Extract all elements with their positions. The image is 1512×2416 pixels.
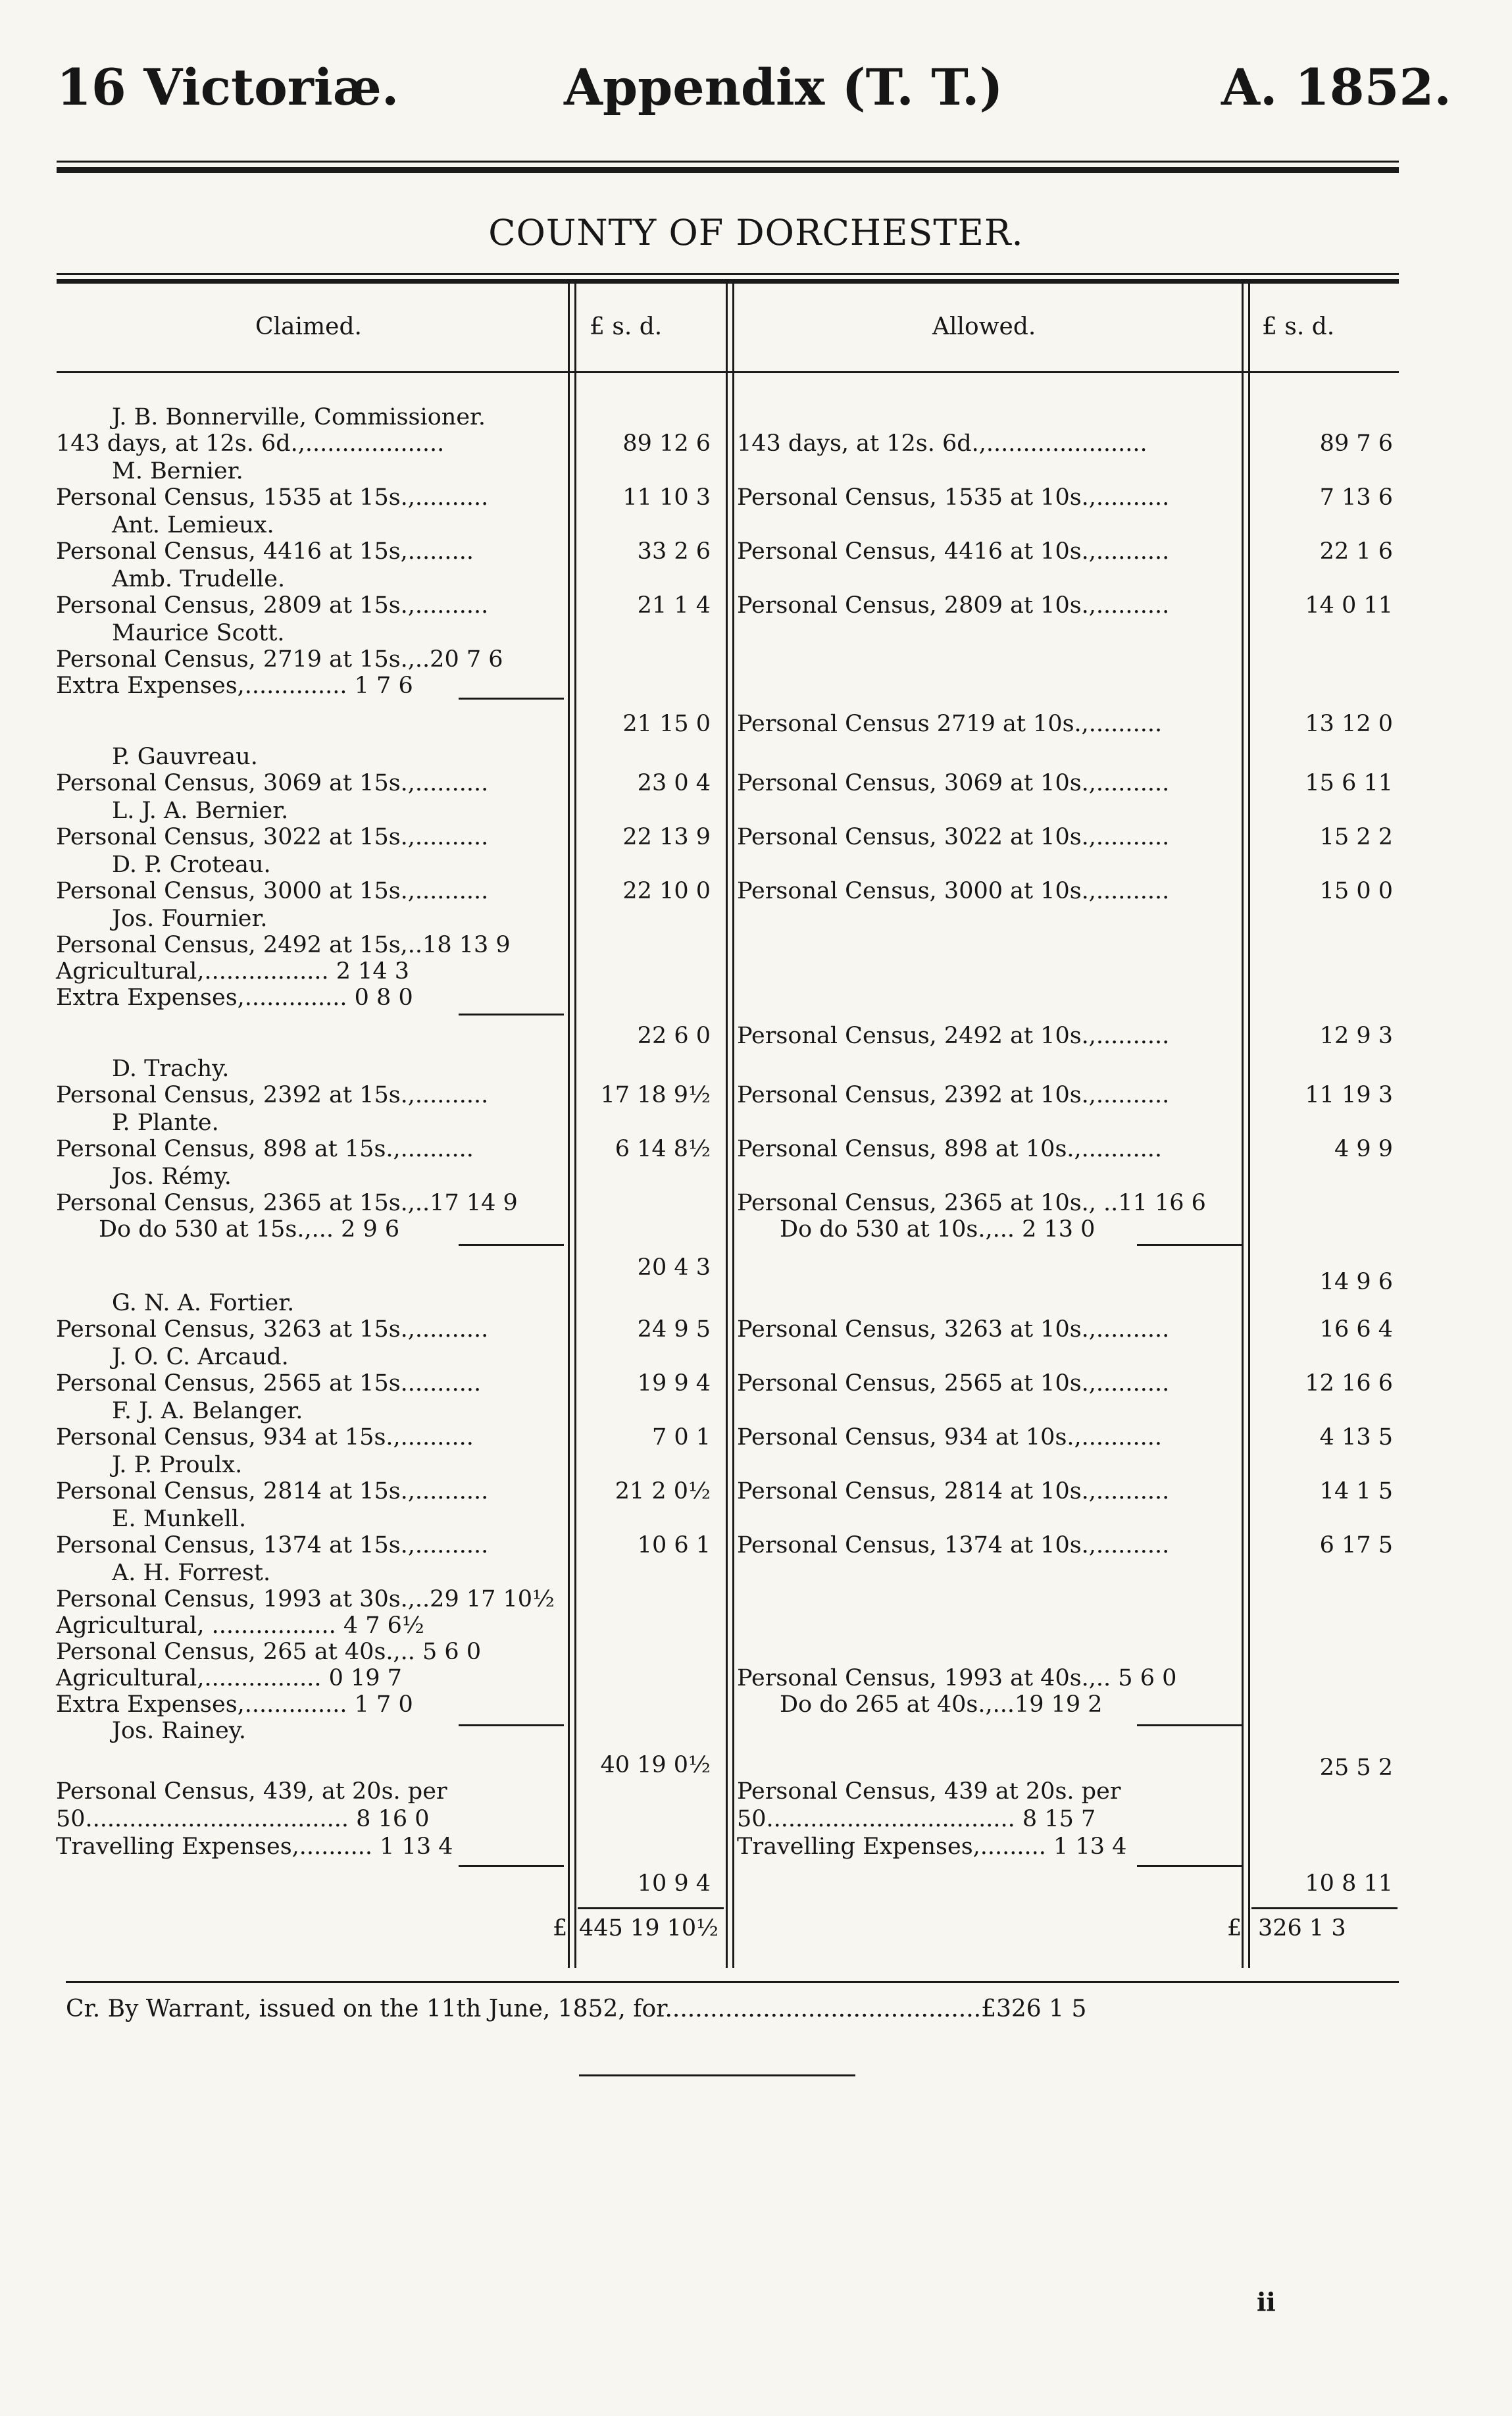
column-divider xyxy=(1242,283,1244,1968)
claimed-line: D. Trachy. xyxy=(112,1056,230,1082)
claimed-amount: 7 0 1 xyxy=(651,1424,711,1451)
closing-rule xyxy=(579,2074,855,2076)
claimed-line: Do do 530 at 15s.,... 2 9 6 xyxy=(99,1216,400,1243)
claimed-amount: 6 14 8½ xyxy=(615,1136,711,1162)
allowed-total-symbol: £ xyxy=(1227,1915,1242,1941)
allowed-header: Allowed. xyxy=(932,313,1036,340)
claimed-line: Personal Census, 2719 at 15s.,..20 7 6 xyxy=(56,646,503,673)
allowed-amount: 4 9 9 xyxy=(1334,1136,1393,1162)
claimed-line: Personal Census, 2809 at 15s.,.......... xyxy=(56,592,489,619)
allowed-line: Personal Census, 3022 at 10s.,.......... xyxy=(737,824,1170,850)
allowed-amount: 25 5 2 xyxy=(1319,1755,1393,1781)
allowed-line: Personal Census, 1993 at 40s.,.. 5 6 0 xyxy=(737,1665,1177,1691)
claimed-line: J. B. Bonnerville, Commissioner. xyxy=(112,404,486,430)
claimed-line: Personal Census, 265 at 40s.,.. 5 6 0 xyxy=(56,1639,482,1665)
claimed-line: J. P. Proulx. xyxy=(112,1452,243,1478)
allowed-line: Personal Census, 1535 at 10s.,.......... xyxy=(737,484,1170,511)
claimed-line: 50.................................... 8 16 0 xyxy=(56,1806,430,1832)
header-left: 16 Victoriæ. xyxy=(57,58,399,116)
claimed-line: Personal Census, 898 at 15s.,.......... xyxy=(56,1136,474,1162)
allowed-line: Personal Census, 439 at 20s. per xyxy=(737,1778,1121,1805)
claimed-line: Jos. Fournier. xyxy=(112,906,268,932)
subtotal-rule xyxy=(459,1244,564,1246)
allowed-line: Personal Census 2719 at 10s.,.......... xyxy=(737,711,1163,737)
header-rule-thick xyxy=(57,167,1399,173)
claimed-amount: 89 12 6 xyxy=(622,430,711,457)
allowed-amount: 14 1 5 xyxy=(1319,1478,1393,1504)
claimed-line: L. J. A. Bernier. xyxy=(112,798,289,824)
allowed-amount: 10 8 11 xyxy=(1305,1870,1393,1897)
allowed-amount: 12 9 3 xyxy=(1319,1023,1393,1049)
subtotal-rule xyxy=(459,1865,564,1867)
claimed-line: Maurice Scott. xyxy=(112,620,285,646)
claimed-amount: 10 9 4 xyxy=(637,1870,711,1897)
allowed-line: Personal Census, 3000 at 10s.,.......... xyxy=(737,878,1170,904)
allowed-amount: 15 2 2 xyxy=(1319,824,1393,850)
claimed-line: Agricultural, ................. 4 7 6½ xyxy=(56,1612,424,1639)
claimed-line: Personal Census, 3069 at 15s.,.......... xyxy=(56,770,489,796)
subtotal-rule xyxy=(459,1724,564,1726)
claimed-line: Personal Census, 2565 at 15s........... xyxy=(56,1370,482,1397)
allowed-amount: 14 0 11 xyxy=(1305,592,1393,619)
allowed-line: Personal Census, 4416 at 10s.,.......... xyxy=(737,538,1170,565)
claimed-line: Ant. Lemieux. xyxy=(112,512,274,538)
allowed-amount: 13 12 0 xyxy=(1305,711,1393,737)
allowed-line: Personal Census, 898 at 10s.,........... xyxy=(737,1136,1163,1162)
claimed-amount: 10 6 1 xyxy=(637,1532,711,1558)
allowed-line: Personal Census, 3069 at 10s.,.......... xyxy=(737,770,1170,796)
table-top-rule-thick xyxy=(57,279,1399,284)
claimed-line: Personal Census, 2392 at 15s.,.......... xyxy=(56,1082,489,1108)
subtotal-rule xyxy=(1137,1244,1242,1246)
claimed-amount: 21 1 4 xyxy=(637,592,711,619)
claimed-total-symbol: £ xyxy=(553,1915,568,1941)
claimed-line: Agricultural,................ 0 19 7 xyxy=(56,1665,402,1691)
allowed-amount: 6 17 5 xyxy=(1319,1532,1393,1558)
allowed-amount: 12 16 6 xyxy=(1305,1370,1393,1397)
subtotal-rule xyxy=(1137,1865,1242,1867)
claimed-amount: 17 18 9½ xyxy=(600,1082,711,1108)
allowed-line: Personal Census, 2809 at 10s.,.......... xyxy=(737,592,1170,619)
claimed-amount: 11 10 3 xyxy=(622,484,711,511)
allowed-amount: 16 6 4 xyxy=(1319,1316,1393,1343)
claimed-line: Extra Expenses,.............. 1 7 0 xyxy=(56,1691,413,1718)
claimed-total: 445 19 10½ xyxy=(579,1915,719,1941)
claimed-amount: 40 19 0½ xyxy=(600,1752,711,1778)
claimed-line: Personal Census, 1993 at 30s.,..29 17 10½ xyxy=(56,1586,555,1612)
claimed-line: Personal Census, 439, at 20s. per xyxy=(56,1778,447,1805)
allowed-amount: 15 6 11 xyxy=(1305,770,1393,796)
column-divider xyxy=(574,283,576,1968)
claimed-line: Personal Census, 2814 at 15s.,.......... xyxy=(56,1478,489,1504)
allowed-line: Personal Census, 2392 at 10s.,.......... xyxy=(737,1082,1170,1108)
allowed-line: Do do 530 at 10s.,... 2 13 0 xyxy=(780,1216,1096,1243)
claimed-line: Jos. Rainey. xyxy=(112,1718,247,1744)
claimed-line: Personal Census, 1535 at 15s.,.......... xyxy=(56,484,489,511)
claimed-line: Amb. Trudelle. xyxy=(112,566,286,592)
claimed-amount: 22 13 9 xyxy=(622,824,711,850)
header-center: Appendix (T. T.) xyxy=(564,58,1003,116)
allowed-line: Travelling Expenses,......... 1 13 4 xyxy=(737,1834,1127,1860)
subtotal-rule xyxy=(459,1014,564,1015)
total-rule xyxy=(1251,1907,1398,1909)
allowed-line: 143 days, at 12s. 6d.,...................... xyxy=(737,430,1147,457)
subtotal-rule xyxy=(1137,1724,1242,1726)
claimed-line: Personal Census, 3263 at 15s.,.......... xyxy=(56,1316,489,1343)
allowed-line: Personal Census, 2492 at 10s.,.......... xyxy=(737,1023,1170,1049)
claimed-amount: 22 6 0 xyxy=(637,1023,711,1049)
allowed-amount: 14 9 6 xyxy=(1319,1269,1393,1295)
allowed-amount: 89 7 6 xyxy=(1319,430,1393,457)
claimed-amount: 24 9 5 xyxy=(637,1316,711,1343)
claimed-line: A. H. Forrest. xyxy=(112,1560,271,1586)
claimed-line: Personal Census, 2492 at 15s,..18 13 9 xyxy=(56,932,511,958)
claimed-line: E. Munkell. xyxy=(112,1506,247,1532)
subtotal-rule xyxy=(459,698,564,700)
table-top-rule-thin xyxy=(57,273,1399,275)
claimed-lsd-header: £ s. d. xyxy=(590,313,663,340)
allowed-amount: 15 0 0 xyxy=(1319,878,1393,904)
total-rule xyxy=(578,1907,724,1909)
allowed-line: Personal Census, 1374 at 10s.,.......... xyxy=(737,1532,1170,1558)
allowed-line: Personal Census, 2365 at 10s., ..11 16 6 xyxy=(737,1190,1206,1216)
allowed-line: Personal Census, 2814 at 10s.,.......... xyxy=(737,1478,1170,1504)
column-header-rule xyxy=(57,371,1399,373)
claimed-line: 143 days, at 12s. 6d.,................... xyxy=(56,430,445,457)
claimed-line: Extra Expenses,.............. 1 7 6 xyxy=(56,673,413,699)
document-title: COUNTY OF DORCHESTER. xyxy=(488,212,1024,253)
claimed-amount: 23 0 4 xyxy=(637,770,711,796)
allowed-amount: 22 1 6 xyxy=(1319,538,1393,565)
claimed-line: G. N. A. Fortier. xyxy=(112,1290,295,1316)
claimed-line: M. Bernier. xyxy=(112,458,243,484)
claimed-amount: 19 9 4 xyxy=(637,1370,711,1397)
allowed-amount: 7 13 6 xyxy=(1319,484,1393,511)
claimed-line: Travelling Expenses,.......... 1 13 4 xyxy=(56,1834,453,1860)
claimed-amount: 33 2 6 xyxy=(637,538,711,565)
claimed-amount: 21 2 0½ xyxy=(615,1478,711,1504)
claimed-line: Extra Expenses,.............. 0 8 0 xyxy=(56,985,413,1011)
claimed-line: Agricultural,................. 2 14 3 xyxy=(56,958,410,985)
claimed-line: Personal Census, 4416 at 15s,......... xyxy=(56,538,474,565)
allowed-amount: 4 13 5 xyxy=(1319,1424,1393,1451)
allowed-line: Personal Census, 3263 at 10s.,.......... xyxy=(737,1316,1170,1343)
claimed-line: Personal Census, 3022 at 15s.,.......... xyxy=(56,824,489,850)
claimed-line: Jos. Rémy. xyxy=(112,1164,232,1190)
column-divider xyxy=(568,283,570,1968)
allowed-lsd-header: £ s. d. xyxy=(1262,313,1335,340)
page-number: ii xyxy=(1257,2287,1276,2317)
allowed-line: Personal Census, 2565 at 10s.,.......... xyxy=(737,1370,1170,1397)
claimed-header: Claimed. xyxy=(255,313,362,340)
allowed-line: 50.................................. 8 15 7 xyxy=(737,1806,1096,1832)
allowed-amount: 11 19 3 xyxy=(1305,1082,1393,1108)
claimed-amount: 22 10 0 xyxy=(622,878,711,904)
claimed-line: Personal Census, 2365 at 15s.,..17 14 9 xyxy=(56,1190,518,1216)
claimed-line: Personal Census, 3000 at 15s.,.......... xyxy=(56,878,489,904)
column-divider xyxy=(1248,283,1250,1968)
claimed-line: P. Plante. xyxy=(112,1110,219,1136)
claimed-line: Personal Census, 1374 at 15s.,.......... xyxy=(56,1532,489,1558)
claimed-line: F. J. A. Belanger. xyxy=(112,1398,303,1424)
claimed-line: J. O. C. Arcaud. xyxy=(112,1344,289,1370)
allowed-line: Do do 265 at 40s.,...19 19 2 xyxy=(780,1691,1103,1718)
allowed-line: Personal Census, 934 at 10s.,........... xyxy=(737,1424,1163,1451)
header-right: A. 1852. xyxy=(1221,58,1451,116)
column-divider xyxy=(732,283,734,1968)
claimed-amount: 20 4 3 xyxy=(637,1254,711,1281)
column-divider xyxy=(726,283,728,1968)
claimed-line: D. P. Croteau. xyxy=(112,852,271,878)
warrant-credit-line: Cr. By Warrant, issued on the 11th June, 1852, for..........................................£326 1 5 xyxy=(66,1995,1087,2022)
header-rule-thin xyxy=(57,161,1399,163)
allowed-total: 326 1 3 xyxy=(1258,1915,1346,1941)
claimed-amount: 21 15 0 xyxy=(622,711,711,737)
footer-rule xyxy=(66,1981,1399,1983)
claimed-line: Personal Census, 934 at 15s.,.......... xyxy=(56,1424,474,1451)
claimed-line: P. Gauvreau. xyxy=(112,744,258,770)
